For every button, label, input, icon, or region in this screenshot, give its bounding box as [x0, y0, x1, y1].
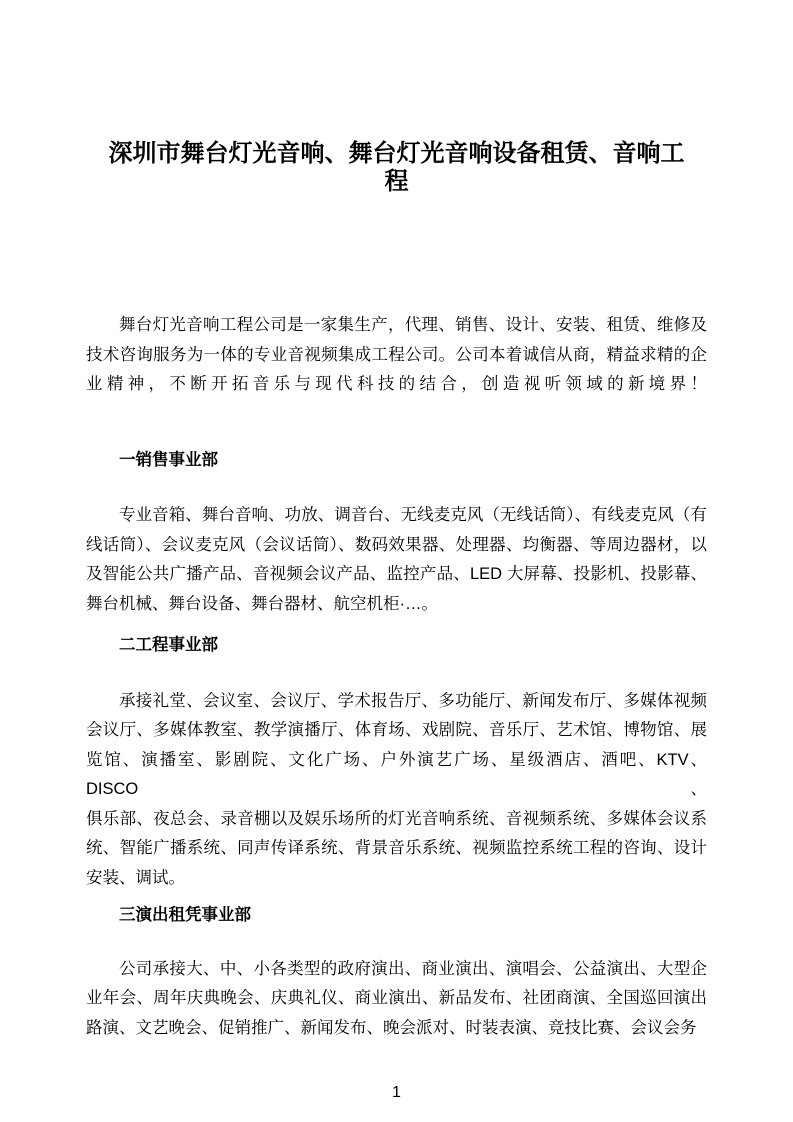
section-heading-sales: 一销售事业部 [119, 450, 218, 469]
rental-line: 路演、文艺晚会、促销推广、新闻发布、晚会派对、时装表演、竞技比赛、会议会务 [86, 1018, 697, 1037]
rental-paragraph [86, 955, 707, 1044]
engineering-line: 安装、调试。 [86, 868, 185, 887]
intro-line: 舞台灯光音响工程公司是一家集生产，代理、销售、设计、安装、租赁、维修及 [119, 316, 707, 334]
page-number: 1 [392, 1084, 401, 1101]
intro-line: 技术咨询服务为一体的专业音视频集成工程公司。公司本着诚信从商，精益求精的企 [86, 345, 707, 364]
sales-line: 专业音箱、舞台音响、功放、调音台、无线麦克风（无线话筒）、有线麦克风（有 [119, 506, 707, 524]
engineering-line: 统、智能广播系统、同声传译系统、背景音乐系统、视频监控系统工程的咨询、设计 [86, 839, 707, 857]
engineering-line: 会议厅、多媒体教室、教学演播厅、体育场、戏剧院、音乐厅、艺术馆、博物馆、展 [86, 721, 707, 739]
sales-line: 舞台机械、舞台设备、舞台器材、航空机柜·…。 [86, 594, 438, 613]
page-title-line-2: 程 [384, 168, 409, 195]
engineering-line: 承接礼堂、会议室、会议厅、学术报告厅、多功能厅、新闻发布厅、多媒体视频 [119, 691, 707, 710]
page-title [86, 140, 707, 196]
sales-line: 线话筒）、会议麦克风（会议话筒）、数码效果器、处理器、均衡器、等周边器材，以 [86, 535, 707, 554]
section-heading-engineering: 二工程事业部 [119, 636, 218, 654]
intro-line: 业精神，不断开拓音乐与现代科技的结合，创造视听领域的新境界！ [86, 375, 707, 393]
rental-line: 业年会、周年庆典晚会、庆典礼仪、商业演出、新品发布、社团商演、全国巡回演出 [86, 989, 707, 1007]
document-content [86, 0, 707, 1103]
section-heading-rental: 三演出租凭事业部 [119, 906, 251, 924]
engineering-line: 俱乐部、夜总会、录音棚以及娱乐场所的灯光音响系统、音视频系统、多媒体会议系 [86, 809, 707, 828]
sales-line: 及智能公共广播产品、音视频会议产品、监控产品、LED 大屏幕、投影机、投影幕、 [86, 565, 707, 583]
engineering-line: 览馆、演播室、影剧院、文化广场、户外演艺广场、星级酒店、酒吧、KTV、DISCO、 [86, 750, 707, 798]
page-title-line-1: 深圳市舞台灯光音响、舞台灯光音响设备租赁、音响工 [108, 140, 685, 167]
engineering-paragraph [86, 687, 707, 894]
intro-paragraph [86, 311, 707, 400]
rental-line: 公司承接大、中、小各类型的政府演出、商业演出、演唱会、公益演出、大型企 [119, 959, 707, 978]
sales-paragraph [86, 501, 707, 619]
